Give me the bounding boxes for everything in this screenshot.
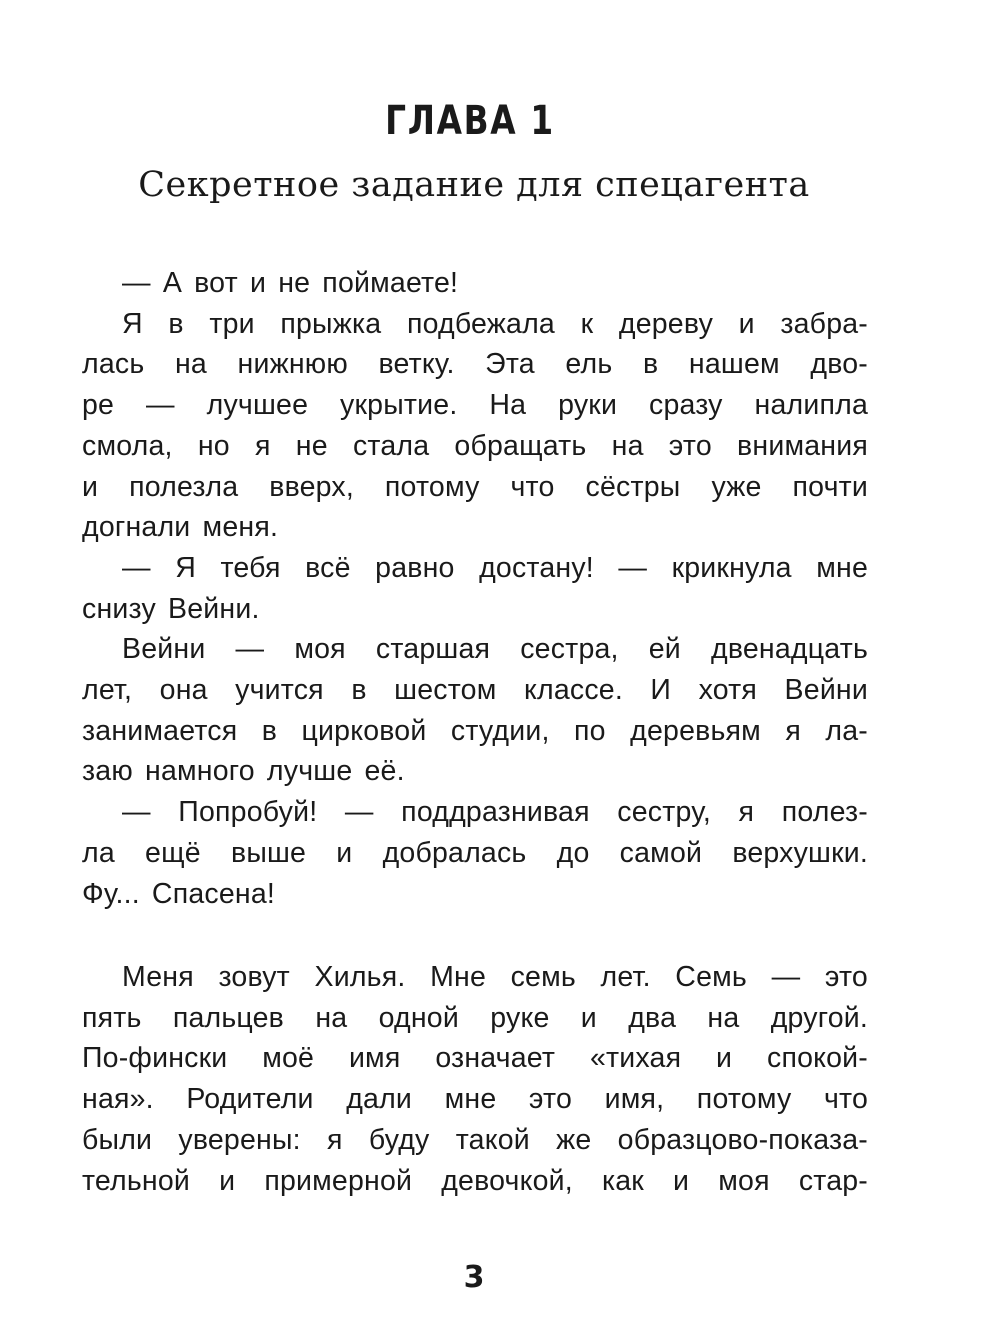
- text-line: — А вот и не поймаете!: [122, 267, 459, 299]
- text-line: — Я тебя всё равно достану! — крикнула мне: [122, 551, 868, 584]
- text-line: снизу Вейни.: [82, 592, 260, 625]
- text-line: и полезла вверх, потому что сёстры уже почти: [82, 470, 868, 503]
- text-line: лась на нижнюю ветку. Эта ель в нашем дво-: [82, 348, 868, 381]
- text-line: ла ещё выше и добралась до самой верхушки.: [82, 836, 868, 869]
- text-line: тельной и примерной девочкой, как и моя стар-: [82, 1164, 868, 1197]
- text-line: По-фински моё имя означает «тихая и спокой-: [82, 1042, 868, 1075]
- text-line: занимается в цирковой студии, по деревьям я ла-: [82, 714, 868, 747]
- text-line: Меня зовут Хилья. Мне семь лет. Семь — это: [122, 961, 868, 993]
- text-line: лет, она учится в шестом классе. И хотя Вейни: [82, 674, 868, 707]
- text-line: ре — лучшее укрытие. На руки сразу налипла: [82, 389, 868, 422]
- text-line: заю намного лучше её.: [82, 755, 405, 788]
- chapter-subtitle: Секретное задание для спецагента: [138, 165, 810, 205]
- text-line: Вейни — моя старшая сестра, ей двенадцать: [122, 633, 868, 666]
- text-line: Я в три прыжка подбежала к дереву и забра-: [122, 307, 868, 340]
- text-line: Фу... Спасена!: [82, 877, 276, 910]
- text-line: — Попробуй! — поддразнивая сестру, я полез-: [122, 796, 868, 829]
- text-line: догнали меня.: [82, 511, 279, 544]
- text-block-2: [82, 957, 868, 1201]
- text-line: ная». Родители дали мне это имя, потому что: [82, 1083, 868, 1116]
- text-line: смола, но я не стала обращать на это внимания: [82, 429, 868, 462]
- text-block-1: [82, 263, 868, 914]
- text-line: были уверены: я буду такой же образцово-показа-: [82, 1123, 868, 1156]
- chapter-number: ГЛАВА 1: [385, 98, 555, 144]
- page-number: 3: [463, 1260, 485, 1295]
- text-line: пять пальцев на одной руке и два на другой.: [82, 1001, 868, 1034]
